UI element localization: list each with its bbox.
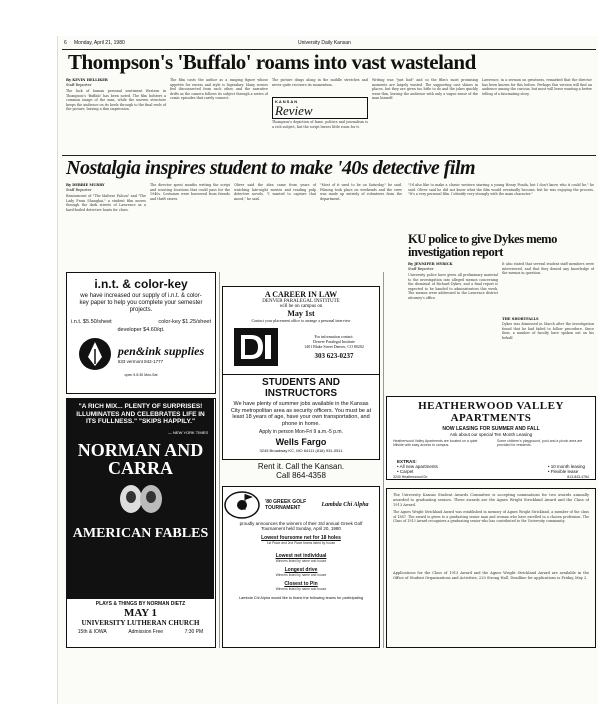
story1-col4: Writing was "just bad" and so the film's most promising moments are largely wasted. The supporting cast shines in places, but they are given too little to do and the jokes quickly wear thin, leaving the audience with only a vague sense of the man himself. [372, 78, 478, 100]
fountain-pen-icon [78, 337, 112, 371]
story3-byline: By JENNIFER MYRICK [408, 262, 453, 266]
story2-byline: By DEBBIE MURRY [66, 183, 105, 187]
story1-col1: The lack of human personal sentiment Western in Thompson's 'Buffalo' has been noted. The film bolsters a common image of the man, while the uneven structure keeps the audience on its heels through to the final reels of the picture, leaving a thin impression. [66, 89, 166, 111]
issue-date: Monday, April 21, 1980 [74, 40, 125, 46]
paralegal-logo-icon [233, 327, 279, 367]
rent-it-notice: Rent it. Call the Kansan. Call 864-4358 [257, 462, 345, 480]
wells-fargo-jobs-ad: STUDENTS AND INSTRUCTORS We have plenty of summer jobs available in the Kansas City metropolitan area as security officers. You must be at least 18 years of age, have your own transportation, and phone in home. Apply in person Mon-Fri 9 a.m.-5 p.m. Wells Fargo 3245 Broadway KC, MO 64111 (816) 931-0511 [222, 374, 380, 460]
rule-2 [62, 155, 596, 156]
career-law-ad: A CAREER IN LAW DENVER PARALEGAL INSTITUTE will be on campus on May 1st Contact your placement office to arrange a personal interview For information contact: Denver Paralegal Institute 1401 Blake Street Denver, CO 80202 303 623-0237 [222, 286, 380, 380]
career-date: May 1st [287, 309, 315, 318]
jobs-company: Wells Fargo [275, 437, 327, 447]
student-awards-notice: The University Kansas Student Awards Committee is accepting nominations for two awards annually awarded to graduating seniors. These awards are the Agnes Wright Strickland Award and the Class of 1913 Award. The Agnes Wright Strickland Award was established in memory of Agnes Wright Strickland, a member of the class of 1887. The award is given to a graduating senior man and woman who have excelled in a chosen profession. The Class of 1913 Award recognizes a graduating senior who has contributed to the University community. Applications for the Class of 1913 Award and the Agnes Wright Strickland Award are available in the Office of Student Organizations and Activities, 220 Strong Hall. Deadline for applications is Friday, May 2. [386, 488, 596, 648]
career-title: A CAREER IN LAW [264, 290, 338, 299]
story2-byline-role: Staff Reporter [66, 187, 92, 192]
ink-address: 633 vermont 842-1777 [117, 359, 164, 364]
ink-price-developer: developer $4.60/qt. [117, 327, 165, 333]
fables-sub: AMERICAN FABLES [72, 525, 209, 541]
greek-sponsor: Lambda Chi Alpha [321, 502, 369, 508]
story1-byline-role: Staff Reporter [66, 82, 92, 87]
greek-title: '80 GREEK GOLF TOURNAMENT [265, 499, 307, 511]
paper-name: University Daily Kansan [298, 40, 351, 46]
column-rule [219, 272, 220, 648]
ink-ad-title: i.n.t. & color-key [94, 277, 188, 291]
american-fables-ad: "A RICH MIX... PLENTY OF SURPRISES! ILLUMINATES AND CELEBRATES LIFE IN ITS FULLNESS." "SKIPS HAPPILY." — NEW YORK TIMES NORMAN AND CARRA AMERICAN FABLES PLAYS & THINGS BY NORMAN DIETZ MAY 1 UNIVERSITY LUTHERAN CHURCH 15th & IOWA Admission Free 7:30 PM [66, 398, 216, 648]
story1-col2: The film casts the author as a ranging figure whose appetite for excess and style is legendary. Many scenes feel disconnected from each other, and the narrative drifts as the camera follows its subject through a series of comic episodes that rarely connect. [170, 78, 268, 100]
review-label: Review [275, 103, 313, 118]
greek-golf-ad: '80 GREEK GOLF TOURNAMENT Lambda Chi Alpha proudly announces the winners of their 3rd annual Greek Golf Tournament held Sunday, April 20, 1980 Lowest foursome net for 18 holes 1st Place and 2nd Place teams listed by house Lowest net individual Winners listed by name and house Longest drive Winners listed by name and house Closest to Pin Winners listed by name and house Lambda Chi Alpha would like to thank the following teams for participating [222, 486, 380, 648]
career-org: DENVER PARALEGAL INSTITUTE [262, 299, 340, 304]
fables-date: MAY 1 [123, 607, 158, 619]
page-number: 6 [64, 40, 67, 46]
ink-hours: open 9-5:30 Mon-Sat [124, 373, 158, 377]
story1-col3: The picture drags along in the middle stretches and never quite recovers its momentum. KANSAN Review Thompson's depiction of fame, politics and journalism is a rich subject, but the script leaves little room for it. [272, 78, 368, 129]
ink-supplies-ad [66, 272, 216, 394]
story1-col5: Lawrence, in a sermon on greatness, remarked that the director has been known for this before. Perhaps this version will find an audience among the curious, but most will leave wanting a better telling of a fascinating story. [482, 78, 592, 96]
column-rule [383, 272, 384, 648]
story1-headline: Thompson's 'Buffalo' roams into vast wasteland [68, 50, 476, 74]
performers-photo-icon [111, 481, 171, 521]
ink-price-int: i.n.t. $5.50/sheet [71, 319, 112, 325]
story3-subhead: THE SHORTFALLS [502, 317, 539, 321]
story3-body: By JENNIFER MYRICK Staff Reporter University police have given all preliminary material to the investigation into alleged memos concerning the dismissal of Richard Dykes, and a final report is expected to be handed to administrators this week. The memos were addressed to the Lawrence district attorney's office. It also stated that several student staff members were interviewed, and that they denied any knowledge of the memos in question. THE SHORTFALLS Dykes was dismissed in March after the investigation found that he had failed to follow procedure. Since then, a number of faculty have spoken out on his behalf. [408, 262, 594, 340]
story2-col5: "I'd also like to make a classic western starring a young Henry Fonda, but I don't know who it could be," he said. Oliver said he did not know what the film would eventually become, but he was enjoying the process. "It's a very personal film. I identify very strongly with the main character." [408, 183, 594, 196]
fables-quote: "A RICH MIX... PLENTY OF SURPRISES! ILLUMINATES AND CELEBRATES LIFE IN ITS FULLNESS." "SKIPS HAPPILY." [76, 403, 205, 425]
story1-byline: By KEVIN HELLIKER [66, 78, 108, 82]
fables-names: NORMAN AND CARRA [77, 439, 204, 478]
review-logo: KANSAN Review [272, 97, 368, 119]
story1-body [64, 78, 594, 153]
ink-ad-body: we have increased our supply of i.n.t. & color-key paper to help you complete your semester projects. [79, 293, 203, 313]
story3-headline: KU police to give Dykes memo investigation report [408, 232, 557, 259]
story2-headline: Nostalgia inspires student to make '40s detective film [66, 157, 476, 179]
heatherwood-title: HEATHERWOOD VALLEY APARTMENTS [418, 400, 564, 424]
ink-price-colorkey: color-key $1.25/sheet [158, 319, 211, 325]
heatherwood-ad: HEATHERWOOD VALLEY APARTMENTS NOW LEASING FOR SUMMER AND FALL Ask about our special Ten Month Leasing Heatherwood Valley Apartments are located on a quiet hillside with easy access to campus. Some children's playground, pool and a picnic area are provided for residents. EXTRAS: • All new apartments • Carpet • 10 month leasing • Flexible lease 3240 Heatherwood Dr. 813-843-4784 [386, 396, 596, 480]
story2-body: By DEBBIE MURRY Staff Reporter Reminiscent of "The Maltese Falcon" and "The Lady From Shanghai," a student film moves through the dark streets of Lawrence as a hard-boiled detective hunts for clues. The director spent months writing the script and scouting locations that could pass for the 1940s. Costumes were borrowed from friends and thrift stores. Oliver said the idea came from years of watching late-night movies and reading pulp detective novels. "I wanted to capture that mood," he said. "Most of it used to be on Saturday," he said. Filming took place on weekends and the crew was made up entirely of volunteers from the department. [66, 183, 402, 212]
jobs-body: We have plenty of summer jobs available in the Kansas City metropolitan area as security officers. You must be at least 18 years of age, have your own transportation, and phone in home. [230, 401, 372, 427]
ink-brand: pen&ink supplies [117, 344, 205, 358]
fables-venue: UNIVERSITY LUTHERAN CHURCH [81, 619, 200, 627]
career-phone: 303 623-0237 [314, 352, 354, 360]
golf-emblem-icon [223, 490, 261, 520]
jobs-title: STUDENTS AND INSTRUCTORS [262, 377, 340, 399]
